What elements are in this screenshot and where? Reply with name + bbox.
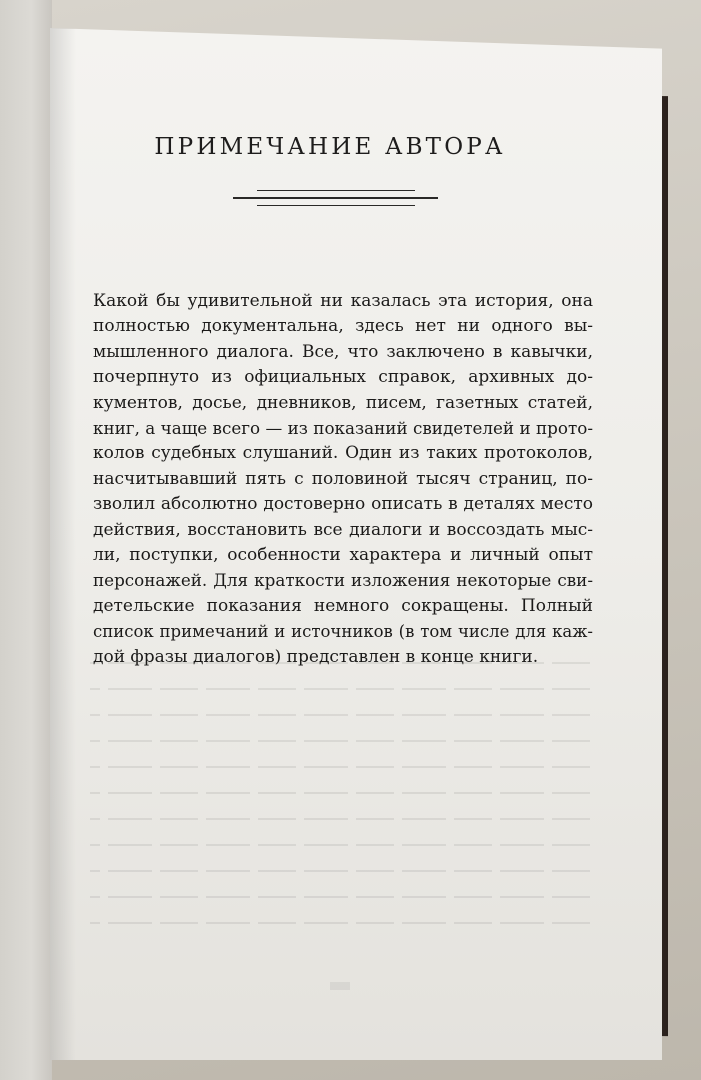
show-through-folio xyxy=(330,982,350,990)
body-line: персонажей. Для краткости изложения некоторые сви- xyxy=(93,570,593,591)
body-line: колов судебных слушаний. Один из таких протоколов, xyxy=(93,443,593,464)
body-line: дой фразы диалогов) представлен в конце книги. xyxy=(93,646,539,667)
ornament-line-top xyxy=(257,190,415,191)
spine-shadow xyxy=(50,28,76,1060)
title-ornament xyxy=(233,188,438,210)
left-page-edge xyxy=(0,0,52,1080)
page-title: ПРИМЕЧАНИЕ АВТОРА xyxy=(154,134,506,160)
show-through-text xyxy=(90,662,590,942)
body-line: список примечаний и источников (в том числе для каж- xyxy=(93,622,593,642)
ornament-line-middle xyxy=(233,197,438,199)
body-line: кументов, досье, дневников, писем, газетных статей, xyxy=(93,392,593,413)
ornament-line-bottom xyxy=(257,205,415,206)
body-line: насчитывавший пять с половиной тысяч страниц, по- xyxy=(93,468,593,489)
body-line: зволил абсолютно достоверно описать в деталях место xyxy=(93,494,593,515)
body-line: детельские показания немного сокращены. Полный xyxy=(93,595,593,616)
body-line: ли, поступки, особенности характера и личный опыт xyxy=(93,545,593,566)
body-line: действия, восстановить все диалоги и воссоздать мыс- xyxy=(93,519,593,540)
body-line: полностью документальна, здесь нет ни одного вы- xyxy=(93,316,593,337)
body-paragraph xyxy=(93,289,593,670)
body-line: книг, а чаще всего — из показаний свидетелей и прото- xyxy=(93,418,593,439)
body-line: почерпнуто из официальных справок, архивных до- xyxy=(93,367,593,388)
body-line: Какой бы удивительной ни казалась эта история, она xyxy=(93,291,593,311)
body-line: мышленного диалога. Все, что заключено в кавычки, xyxy=(93,341,593,362)
